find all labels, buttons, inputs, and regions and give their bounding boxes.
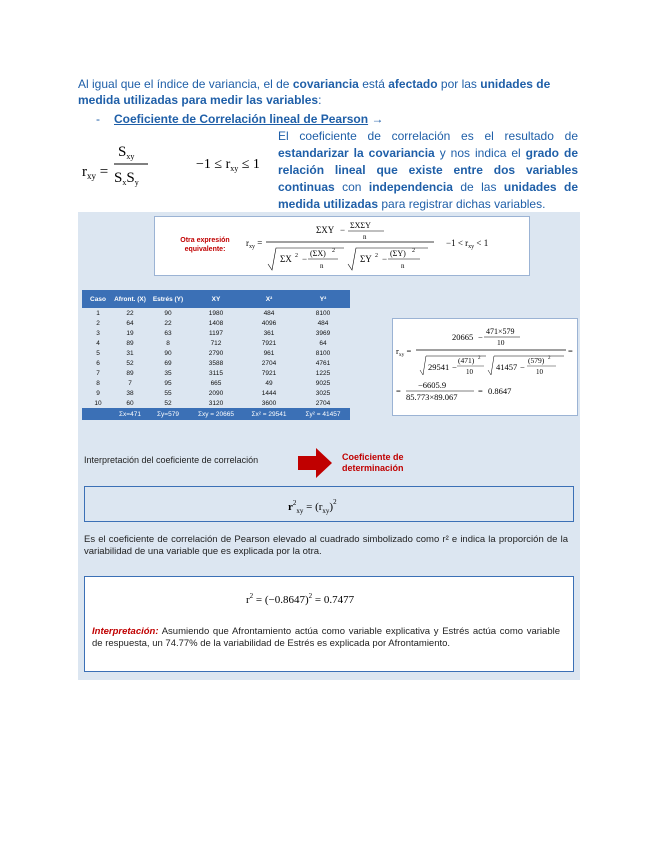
table-row — [82, 368, 350, 378]
svg-text:r2xy = (rxy)2: $r^2_{xy} = (r_{xy})^2$ — [288, 498, 337, 515]
svg-text:−1 ≤ rxy ≤ 1: $-1 \le r_{xy} \le 1$ — [196, 157, 260, 173]
alt-expression-label: Otra expresión equivalente: — [180, 237, 230, 253]
table-cell: 7 — [96, 369, 100, 377]
col-header: XY — [190, 290, 242, 308]
table-cell: 665 — [210, 379, 222, 387]
intro-paragraph: Al igual que el índice de variancia, el de covariancia está afectado por las unidades de medida utilizadas para medir las variables: — [78, 77, 551, 107]
svg-text:−: − — [340, 225, 346, 235]
svg-text:n: n — [363, 233, 367, 241]
table-cell: 361 — [263, 329, 275, 337]
svg-text:(ΣY): (ΣY) — [390, 249, 406, 258]
table-cell: 2090 — [208, 389, 224, 397]
table-cell: 38 — [126, 389, 134, 397]
svg-text:(471): (471) — [458, 356, 475, 365]
svg-text:−: − — [520, 362, 525, 372]
table-cell: 64 — [126, 319, 134, 327]
table-cell: 961 — [263, 349, 275, 357]
total-cell: Σx=471 — [114, 408, 146, 420]
table-row — [82, 388, 350, 398]
table-cell: 3600 — [261, 399, 277, 407]
svg-text:rxy =: $r_{xy}$ = — [82, 164, 109, 181]
svg-text:41457: 41457 — [496, 362, 518, 372]
svg-text:20665: 20665 — [452, 332, 474, 342]
svg-text:−6605.9: −6605.9 — [418, 380, 447, 390]
table-cell: 8100 — [315, 349, 331, 357]
svg-text:10: 10 — [497, 338, 505, 347]
table-row — [82, 318, 350, 328]
table-cell: 712 — [210, 339, 222, 347]
table-cell: 1980 — [208, 309, 224, 317]
svg-text:2: 2 — [412, 248, 415, 254]
pearson-formula — [78, 130, 270, 210]
svg-text:85.773×89.067: 85.773×89.067 — [406, 392, 458, 402]
table-cell: 484 — [263, 309, 275, 317]
svg-text:=: = — [568, 346, 573, 356]
table-cell: 7921 — [261, 339, 277, 347]
table-row — [82, 308, 350, 318]
table-cell: 2704 — [261, 359, 277, 367]
table-cell: 60 — [126, 399, 134, 407]
table-cell: 9025 — [315, 379, 331, 387]
svg-text:29541: 29541 — [428, 362, 450, 372]
table-cell: 31 — [126, 349, 134, 357]
svg-text:−1 < rxy < 1: $-1 < r_{xy} < 1$ — [446, 238, 489, 250]
table-cell: 7 — [128, 379, 132, 387]
table-row — [82, 328, 350, 338]
table-cell: 4761 — [315, 359, 331, 367]
table-cell: 8100 — [315, 309, 331, 317]
table-cell: 1444 — [261, 389, 277, 397]
svg-text:2: 2 — [295, 253, 298, 259]
r2-explanation: Es el coeficiente de correlación de Pearson elevado al cuadrado simbolizado como r² e indica la proporción de la variabilidad de una variable que es explicada por la otra. — [84, 534, 568, 557]
right-arrow-icon — [298, 448, 332, 478]
svg-text:Sxy: $S_{xy}$ — [118, 144, 135, 161]
table-cell: 4 — [96, 339, 100, 347]
svg-text:471×579: 471×579 — [486, 327, 515, 336]
table-cell: 19 — [126, 329, 134, 337]
svg-text:0.8647: 0.8647 — [488, 386, 512, 396]
table-row — [82, 378, 350, 388]
col-header: Estrés (Y) — [146, 290, 190, 308]
table-cell: 10 — [94, 399, 102, 407]
table-cell: 64 — [319, 339, 327, 347]
svg-text:10: 10 — [536, 368, 543, 376]
svg-text:r2 = (−0.8647)2 = 0.7477: $r^2 = (-0.8647)^2 = 0.7477$ — [246, 592, 355, 606]
table-cell: 1197 — [209, 329, 223, 337]
table-cell: 2704 — [315, 399, 331, 407]
svg-text:ΣY: ΣY — [360, 254, 372, 264]
table-cell: 8 — [96, 379, 100, 387]
table-cell: 35 — [164, 369, 172, 377]
table-cell: 89 — [126, 339, 134, 347]
svg-text:(ΣX): (ΣX) — [310, 249, 326, 258]
table-cell: 3 — [96, 329, 100, 337]
table-cell: 63 — [164, 329, 172, 337]
table-cell: 55 — [164, 389, 172, 397]
svg-text:(579): (579) — [528, 356, 545, 365]
table-cell: 3969 — [315, 329, 331, 337]
svg-text:rxy =: $r_{xy}$ = — [396, 346, 412, 358]
col-header: Caso — [82, 290, 114, 308]
svg-text:2: 2 — [332, 248, 335, 254]
total-cell: Σxy = 20665 — [190, 408, 242, 420]
table-cell: 90 — [164, 309, 172, 317]
table-row — [82, 398, 350, 408]
alt-expression-formula — [244, 218, 524, 274]
table-cell: 4096 — [261, 319, 277, 327]
total-cell: Σx² = 29541 — [242, 408, 296, 420]
svg-text:2: 2 — [375, 253, 378, 259]
svg-text:2: 2 — [548, 356, 551, 361]
table-cell: 9 — [96, 389, 100, 397]
totals-row — [82, 408, 350, 420]
table-row — [82, 338, 350, 348]
pearson-link[interactable]: Coeficiente de Correlación lineal de Pearson — [114, 112, 369, 126]
svg-text:2: 2 — [478, 356, 481, 361]
table-cell: 484 — [317, 319, 329, 327]
svg-text:−: − — [302, 254, 308, 264]
svg-text:ΣX: ΣX — [280, 254, 292, 264]
svg-text:rxy =: $r_{xy}$ = — [246, 238, 263, 250]
data-table — [82, 290, 350, 420]
table-cell: 3120 — [208, 399, 224, 407]
table-cell: 22 — [164, 319, 172, 327]
table-cell: 1 — [96, 309, 100, 317]
calculation-formula — [394, 320, 576, 414]
pearson-bullet: - Coeficiente de Correlación lineal de Pearson → — [96, 112, 384, 126]
table-cell: 3025 — [315, 389, 331, 397]
table-cell: 3588 — [208, 359, 224, 367]
table-cell: 69 — [164, 359, 172, 367]
r2-formula — [286, 492, 376, 518]
table-cell: 89 — [126, 369, 134, 377]
svg-text:−: − — [382, 254, 388, 264]
table-cell: 22 — [126, 309, 134, 317]
table-cell: 49 — [265, 379, 273, 387]
total-cell: Σy² = 41457 — [296, 408, 350, 420]
svg-text:SxSy: $S_xS_y$ — [114, 170, 139, 187]
svg-text:−: − — [478, 332, 483, 342]
interpretation-label: Interpretación del coeficiente de correlación — [84, 455, 259, 465]
total-cell — [82, 408, 114, 420]
table-row — [82, 358, 350, 368]
table-cell: 90 — [164, 349, 172, 357]
total-cell: Σy=579 — [146, 408, 190, 420]
table-cell: 1225 — [315, 369, 331, 377]
svg-text:ΣXΣY: ΣXΣY — [350, 221, 371, 230]
svg-text:=: = — [478, 386, 483, 396]
table-cell: 6 — [96, 359, 100, 367]
table-cell: 52 — [126, 359, 134, 367]
svg-text:n: n — [320, 262, 324, 270]
col-header: Afront. (X) — [114, 290, 146, 308]
svg-text:=: = — [396, 386, 401, 396]
correlation-description: El coeficiente de correlación es el resultado de estandarizar la covariancia y nos indica el grado de relación lineal que existe entre dos variables continuas con independencia de las unidades de medida utilizadas para registrar dichas variables. — [278, 129, 578, 211]
svg-text:−: − — [452, 362, 457, 372]
result-interpretation: Interpretación: Asumiendo que Afrontamiento actúa como variable explicativa y Estrés actúa como variable de respuesta, un 74.77% de la variabilidad de Estrés es explicada por Afrontamiento. — [92, 626, 560, 649]
table-cell: 8 — [166, 339, 170, 347]
col-header: X² — [242, 290, 296, 308]
table-cell: 2 — [96, 319, 100, 327]
svg-text:10: 10 — [466, 368, 473, 376]
table-cell: 1408 — [208, 319, 224, 327]
arrow-glyph: → — [371, 112, 384, 126]
table-cell: 5 — [96, 349, 100, 357]
svg-text:ΣXY: ΣXY — [316, 225, 335, 235]
table-cell: 7921 — [261, 369, 277, 377]
table-cell: 95 — [164, 379, 172, 387]
coef-determinacion-label: Coeficiente de determinación — [342, 452, 404, 473]
col-header: Y² — [296, 290, 350, 308]
table-header-row — [82, 290, 350, 308]
table-cell: 3115 — [209, 369, 223, 377]
table-cell: 2790 — [208, 349, 224, 357]
table-row — [82, 348, 350, 358]
svg-text:n: n — [401, 262, 405, 270]
table-cell: 52 — [164, 399, 172, 407]
r2-result-formula — [244, 588, 404, 610]
